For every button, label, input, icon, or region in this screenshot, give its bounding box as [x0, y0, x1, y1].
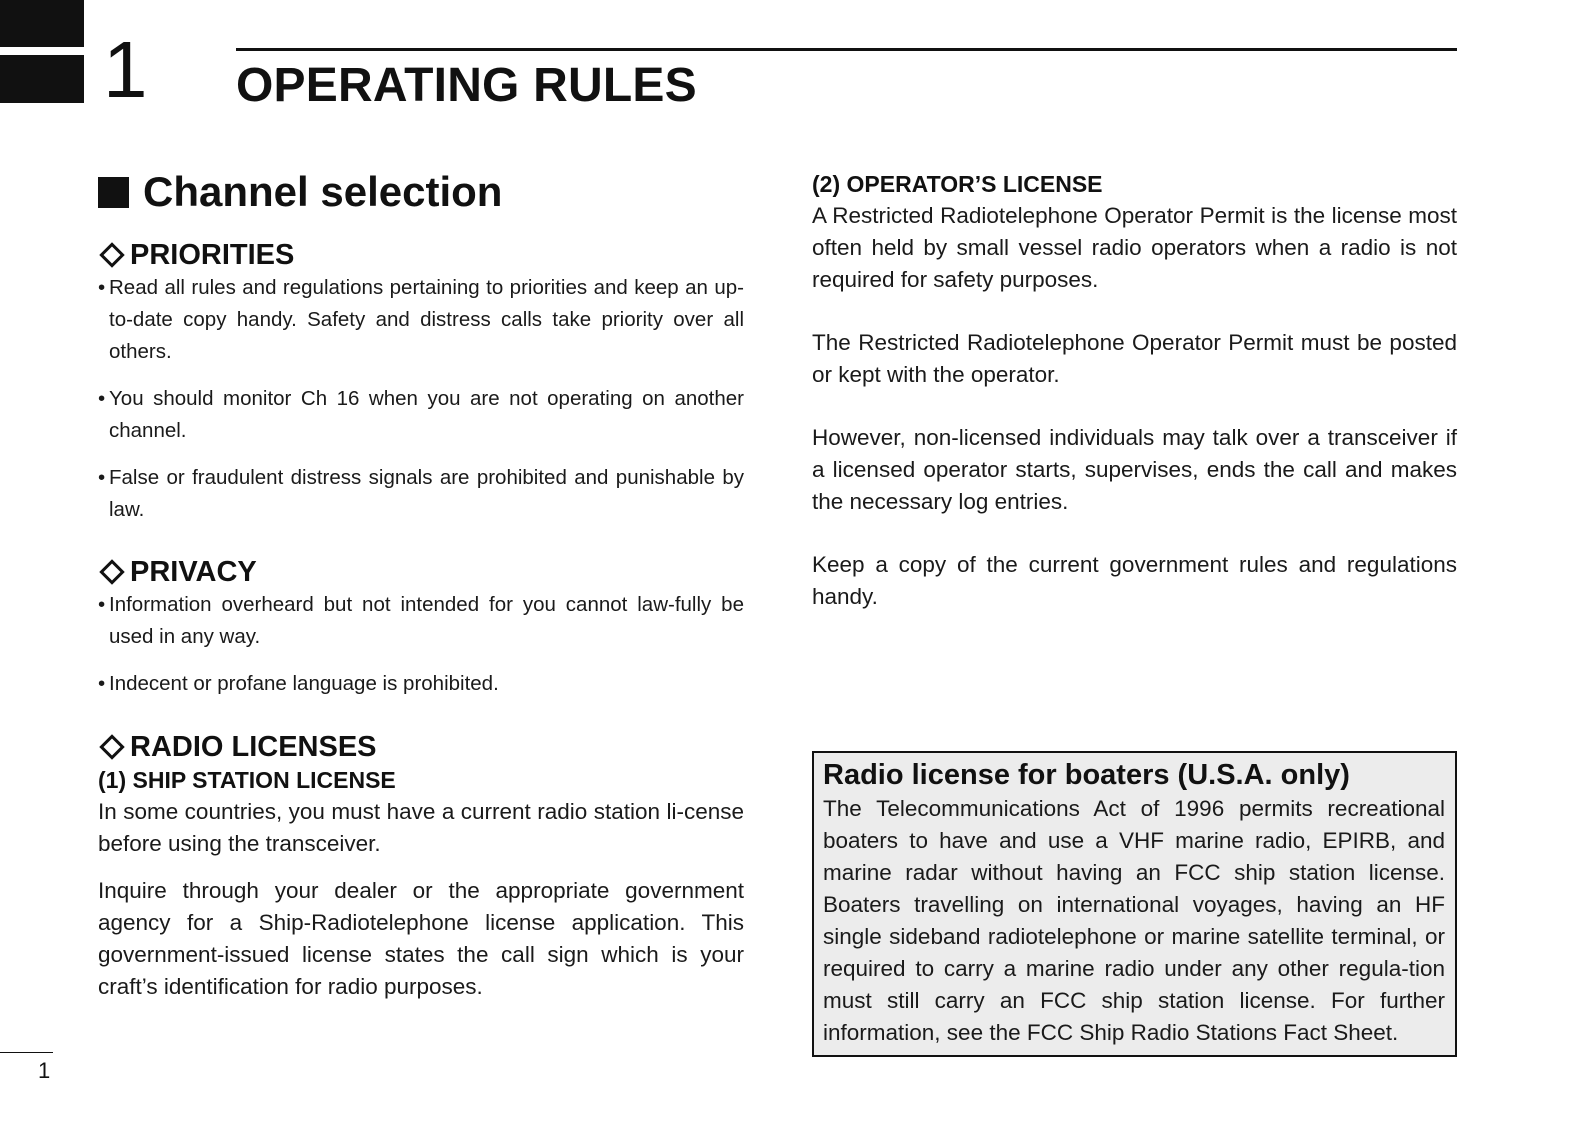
- chapter-title: OPERATING RULES: [236, 59, 697, 112]
- chapter-tab-top: [0, 0, 84, 47]
- left-column: [98, 168, 744, 1003]
- chapter-tab-bottom: [0, 55, 84, 103]
- section-heading: [98, 168, 744, 216]
- privacy-bullet-2: • Indecent or profane language is prohibited.: [98, 668, 744, 700]
- diamond-icon: [99, 242, 124, 267]
- radio-licenses-title: RADIO LICENSES: [130, 731, 377, 763]
- section-title: Channel selection: [143, 168, 503, 215]
- ship-station-paragraph-1: In some countries, you must have a current radio station li-cense before using the transceiver.: [98, 799, 744, 856]
- operator-paragraph-4: Keep a copy of the current government rules and regulations handy.: [812, 552, 1457, 609]
- operator-paragraph-3: However, non-licensed individuals may talk over a transceiver if a licensed operator starts, supervises, ends the call and makes the necessary log entries.: [812, 425, 1457, 514]
- operator-paragraph-1: A Restricted Radiotelephone Operator Permit is the license most often held by small vessel radio operators when a radio is not required for safety purposes.: [812, 203, 1457, 292]
- notice-title: Radio license for boaters (U.S.A. only): [823, 759, 1350, 791]
- diamond-icon: [99, 734, 124, 759]
- right-column: [812, 170, 1457, 613]
- priorities-bullet-2: • You should monitor Ch 16 when you are not operating on another channel.: [98, 383, 744, 447]
- chapter-number: 1: [103, 25, 148, 114]
- page-number: 1: [38, 1058, 51, 1083]
- boaters-license-notice: [812, 751, 1457, 1057]
- privacy-title: PRIVACY: [130, 556, 257, 588]
- radio-licenses-heading: [98, 730, 744, 764]
- operator-paragraph-2: The Restricted Radiotelephone Operator Permit must be posted or kept with the operator.: [812, 330, 1457, 387]
- square-bullet-icon: [98, 177, 129, 208]
- operator-license-label: (2) OPERATOR’S LICENSE: [812, 171, 1103, 197]
- priorities-heading: [98, 238, 744, 272]
- ship-station-license-label: (1) SHIP STATION LICENSE: [98, 767, 396, 793]
- ship-station-paragraph-2: Inquire through your dealer or the appropriate government agency for a Ship-Radiotelephone license application. This government-issued license states the call sign which is your craft’s identification for radio purposes.: [98, 878, 744, 999]
- notice-body: The Telecommunications Act of 1996 permits recreational boaters to have and use a VHF marine radio, EPIRB, and marine radar without having an FCC ship station license. Boaters travelling on international voyages, having an HF single sideband radiotelephone or marine satellite terminal, or required to carry a marine radio under any other regula-tion must still carry an FCC ship station license. For further information, see the FCC Ship Radio Stations Fact Sheet.: [823, 796, 1445, 1045]
- title-rule: [236, 48, 1457, 51]
- page-number-rule: [0, 1052, 53, 1053]
- priorities-bullet-3: • False or fraudulent distress signals are prohibited and punishable by law.: [98, 462, 744, 526]
- privacy-bullet-1: • Information overheard but not intended for you cannot law-fully be used in any way.: [98, 589, 744, 653]
- privacy-heading: [98, 555, 744, 589]
- diamond-icon: [99, 559, 124, 584]
- priorities-title: PRIORITIES: [130, 239, 295, 271]
- priorities-bullet-1: • Read all rules and regulations pertaining to priorities and keep an up-to-date copy handy. Safety and distress calls take priority over all others.: [98, 272, 744, 368]
